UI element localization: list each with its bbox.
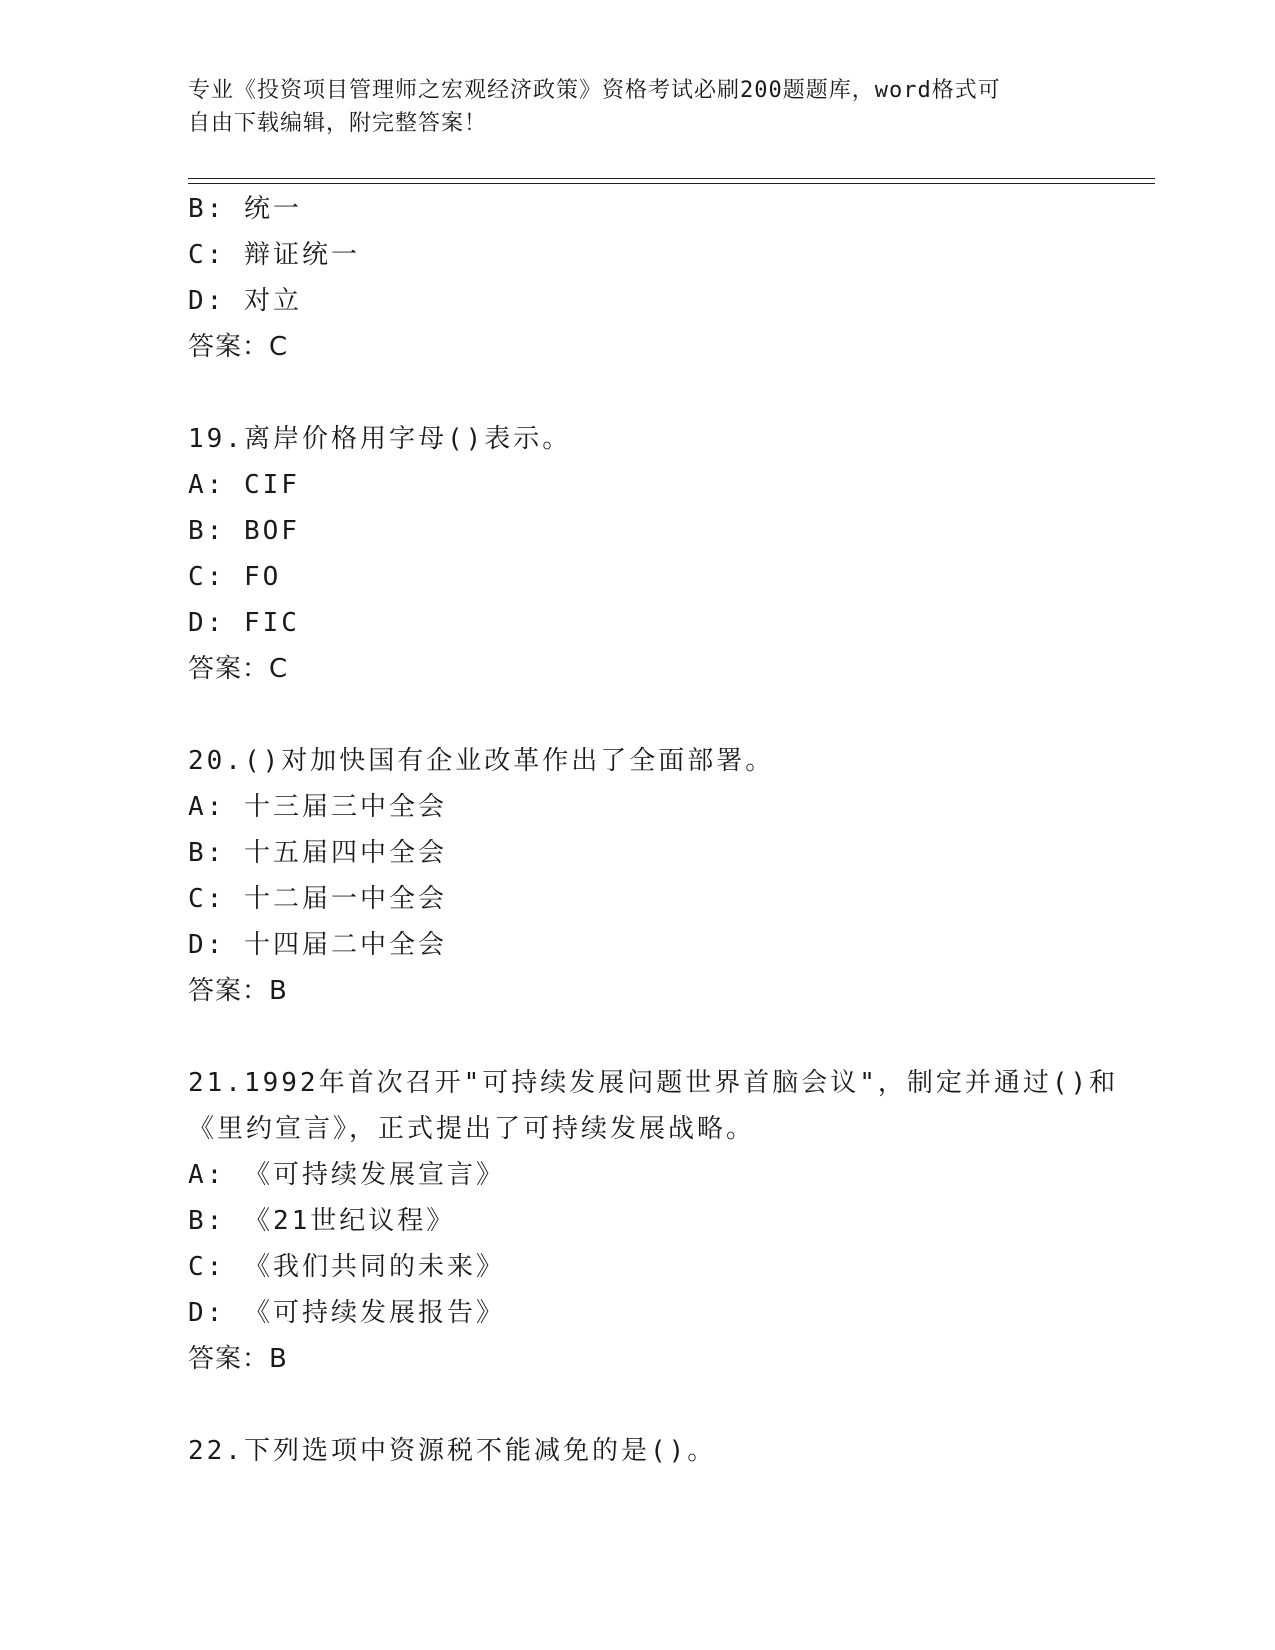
spacer (188, 1014, 1148, 1060)
option-b: B: 《21世纪议程》 (188, 1206, 456, 1236)
spacer (188, 1382, 1148, 1428)
option-d: D: 《可持续发展报告》 (188, 1298, 505, 1328)
option-c: C: 《我们共同的未来》 (188, 1252, 505, 1282)
option-b: B: 十五届四中全会 (188, 838, 447, 868)
question-19 (188, 416, 1148, 692)
question-stem: 20.()对加快国有企业改革作出了全面部署。 (188, 746, 775, 776)
spacer (188, 370, 1148, 416)
question-stem-line-1: 21.1992年首次召开"可持续发展问题世界首脑会议"，制定并通过()和 (188, 1068, 1119, 1098)
question-list (188, 186, 1148, 1474)
question-stem: 22.下列选项中资源税不能减免的是()。 (188, 1436, 717, 1466)
answer: 答案：C (188, 332, 289, 362)
option-a: A: 《可持续发展宣言》 (188, 1160, 505, 1190)
header-title-line-2: 自由下载编辑，附完整答案！ (188, 111, 488, 136)
question-stem-line-2: 《里约宣言》，正式提出了可持续发展战略。 (188, 1114, 756, 1144)
option-b: B: BOF (188, 516, 300, 546)
option-a: A: 十三届三中全会 (188, 792, 447, 822)
header-title-line-1: 专业《投资项目管理师之宏观经济政策》资格考试必刷200题题库，word格式可 (188, 78, 1001, 103)
header-rule-bottom (188, 183, 1155, 184)
question-stem: 19.离岸价格用字母()表示。 (188, 424, 572, 454)
answer: 答案：B (188, 976, 288, 1006)
option-d: D: 十四届二中全会 (188, 930, 447, 960)
answer: 答案：C (188, 654, 289, 684)
option-d: D: 对立 (188, 286, 302, 316)
option-c: C: 十二届一中全会 (188, 884, 447, 914)
question-21 (188, 1060, 1148, 1382)
option-a: A: CIF (188, 470, 300, 500)
spacer (188, 692, 1148, 738)
question-22 (188, 1428, 1148, 1474)
option-c: C: FO (188, 562, 282, 592)
header-rule-top (188, 178, 1155, 179)
option-b: B: 统一 (188, 194, 302, 224)
option-c: C: 辩证统一 (188, 240, 360, 270)
question-20 (188, 738, 1148, 1014)
option-d: D: FIC (188, 608, 300, 638)
question-18-continued (188, 186, 1148, 370)
document-header (188, 74, 1088, 140)
answer: 答案：B (188, 1344, 288, 1374)
